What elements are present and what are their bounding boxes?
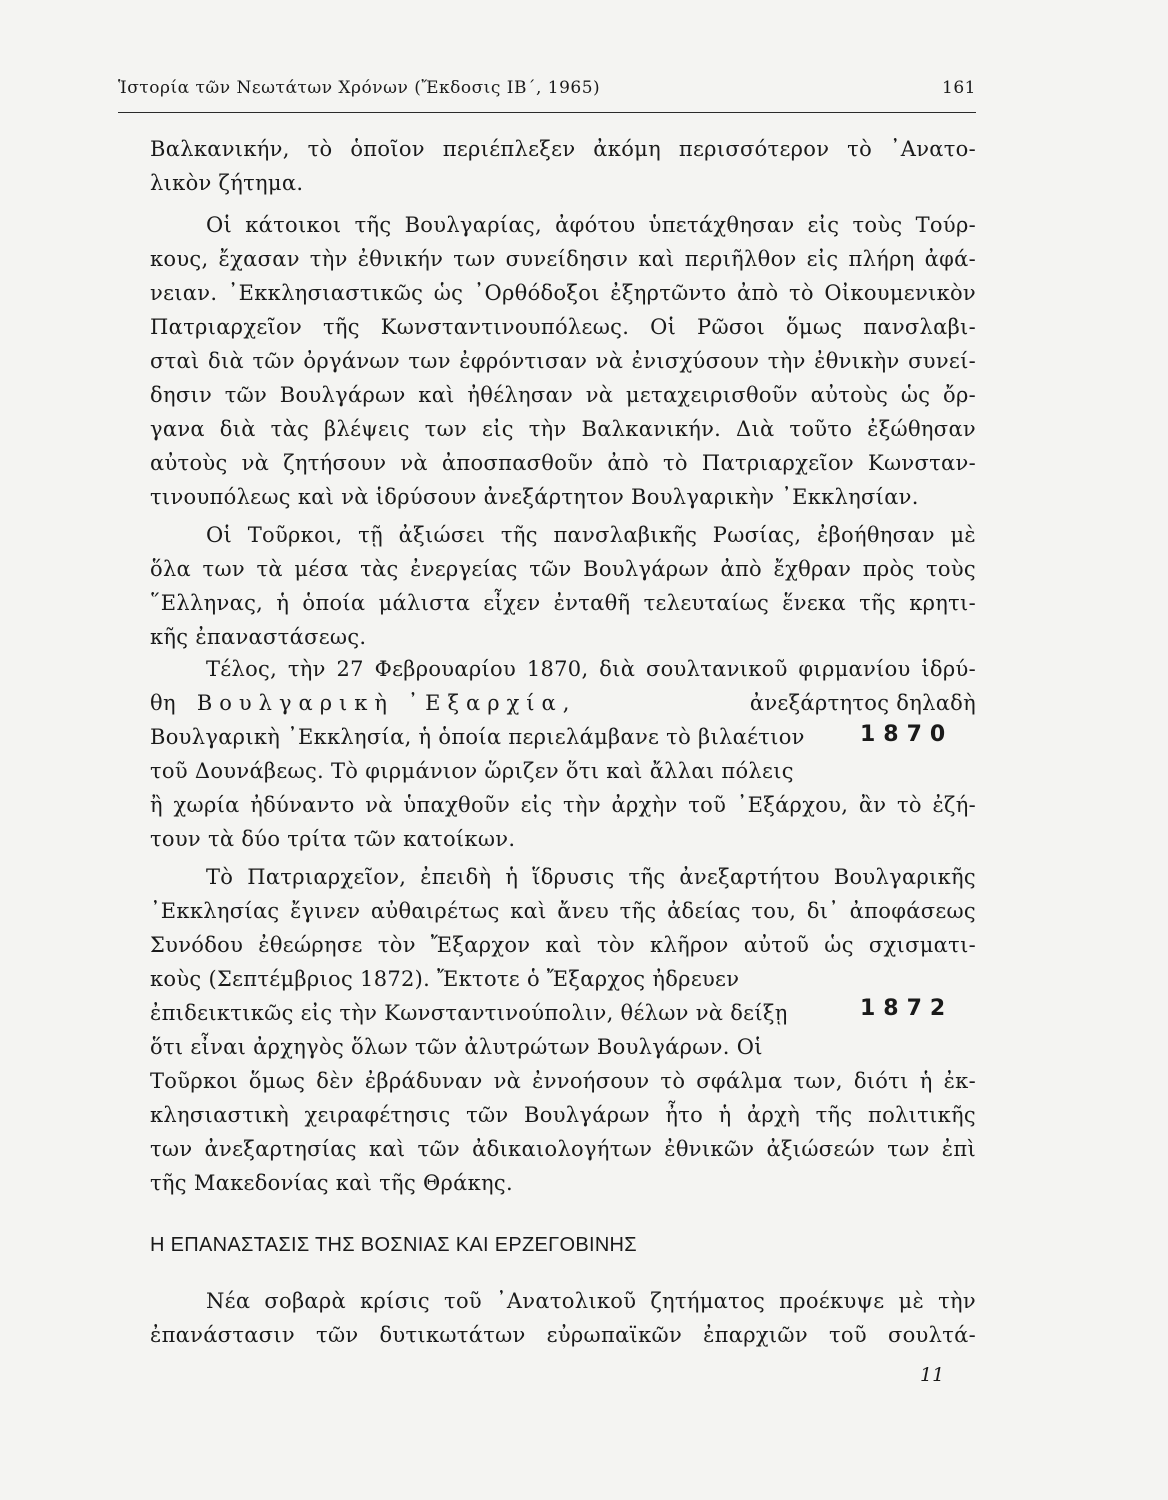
- text-line-exarchate: [150, 686, 976, 720]
- text-line: τουν τὰ δύο τρίτα τῶν κατοίκων.: [150, 827, 516, 851]
- text-line: νειαν. ᾿Εκκλησιαστικῶς ὡς ᾿Ορθόδοξοι ἐξηρτῶντο ἀπὸ τὸ Οἰκουμενικὸν: [150, 281, 976, 305]
- signature-mark: 11: [920, 1364, 945, 1386]
- text-line: αὐτοὺς νὰ ζητήσουν νὰ ἀποσπασθοῦν ἀπὸ τὸ Πατριαρχεῖον Κωνσταν-: [150, 451, 976, 475]
- text-line: κλησιαστικὴ χειραφέτησις τῶν Βουλγάρων ἦτο ἡ ἀρχὴ τῆς πολιτικῆς: [150, 1103, 976, 1127]
- text-line: Οἱ κάτοικοι τῆς Βουλγαρίας, ἀφότου ὑπετάχθησαν εἰς τοὺς Τούρ-: [206, 213, 976, 237]
- text-line: ἐπανάστασιν τῶν δυτικωτάτων εὐρωπαϊκῶν ἐπαρχιῶν τοῦ σουλτά-: [150, 1323, 976, 1347]
- text-line: κῆς ἐπαναστάσεως.: [150, 625, 367, 649]
- page-number: 161: [942, 78, 976, 98]
- text-line: Τὸ Πατριαρχεῖον, ἐπειδὴ ἡ ἵδρυσις τῆς ἀνεξαρτήτου Βουλγαρικῆς: [206, 865, 976, 889]
- text-line: Τοῦρκοι ὅμως δὲν ἐβράδυναν νὰ ἐννοήσουν τὸ σφάλμα των, διότι ἡ ἐκ-: [150, 1069, 976, 1093]
- text-line: ᾿Εκκλησίας ἔγινεν αὐθαιρέτως καὶ ἄνευ τῆς ἀδείας του, δι᾿ ἀποφάσεως: [150, 899, 976, 923]
- text-line: κοὺς (Σεπτέμβριος 1872). Ἔκτοτε ὁ Ἔξαρχος ἠδρευεν: [150, 967, 740, 991]
- text-line: Συνόδου ἐθεώρησε τὸν Ἔξαρχον καὶ τὸν κλῆρον αὐτοῦ ὡς σχισματι-: [150, 933, 976, 957]
- text-line: Βουλγαρικὴ ᾿Εκκλησία, ἡ ὁποία περιελάμβανε τὸ βιλαέτιον: [150, 725, 805, 749]
- text-line: Πατριαρχεῖον τῆς Κωνσταντινουπόλεως. Οἱ Ρῶσοι ὅμως πανσλαβι-: [150, 315, 976, 339]
- text-line: Οἱ Τοῦρκοι, τῇ ἀξιώσει τῆς πανσλαβικῆς Ρωσίας, ἐβοήθησαν μὲ: [206, 523, 976, 547]
- text-line: Τέλος, τὴν 27 Φεβρουαρίου 1870, διὰ σουλτανικοῦ φιρμανίου ἱδρύ-: [206, 657, 976, 681]
- text-line: των ἀνεξαρτησίας καὶ τῶν ἀδικαιολογήτων ἐθνικῶν ἀξιώσεών των ἐπὶ: [150, 1137, 976, 1161]
- text-fragment: θη: [150, 691, 176, 715]
- text-line: Βαλκανικήν, τὸ ὁποῖον περιέπλεξεν ἀκόμη περισσότερον τὸ ᾿Ανατο-: [150, 137, 976, 161]
- running-header: [118, 74, 976, 104]
- text-line: λικὸν ζήτημα.: [150, 171, 304, 195]
- text-line: ὅλα των τὰ μέσα τὰς ἐνεργείας τῶν Βουλγάρων ἀπὸ ἔχθραν πρὸς τοὺς: [150, 557, 976, 581]
- text-line: σταὶ διὰ τῶν ὀργάνων των ἐφρόντισαν νὰ ἐνισχύσουν τὴν ἐθνικὴν συνεί-: [150, 349, 976, 373]
- margin-year-note: 1872: [860, 996, 954, 1021]
- text-line: ἐπιδεικτικῶς εἰς τὴν Κωνσταντινούπολιν, θέλων νὰ δείξῃ: [150, 1001, 788, 1025]
- text-line: ἢ χωρία ἠδύναντο νὰ ὑπαχθοῦν εἰς τὴν ἀρχὴν τοῦ ᾿Εξάρχου, ἂν τὸ ἐζή-: [150, 793, 976, 817]
- running-title: Ἱστορία τῶν Νεωτάτων Χρόνων (Ἔκδοσις ΙΒ΄, 1965): [118, 78, 601, 98]
- text-line: τινουπόλεως καὶ νὰ ἱδρύσουν ἀνεξάρτητον Βουλγαρικὴν ᾿Εκκλησίαν.: [150, 485, 919, 509]
- emphasized-term: Βουλγαρικὴ ᾿Εξαρχία,: [196, 691, 577, 715]
- text-line: ῞Ελληνας, ἡ ὁποία μάλιστα εἶχεν ἐνταθῆ τελευταίως ἕνεκα τῆς κρητι-: [150, 591, 976, 615]
- text-line: ὅτι εἶναι ἀρχηγὸς ὅλων τῶν ἀλυτρώτων Βουλγάρων. Οἱ: [150, 1035, 763, 1059]
- header-rule: [118, 112, 976, 113]
- text-line: τοῦ Δουνάβεως. Τὸ φιρμάνιον ὥριζεν ὅτι καὶ ἄλλαι πόλεις: [150, 759, 794, 783]
- text-fragment: ἀνεξάρτητος δηλαδὴ: [749, 691, 976, 715]
- section-heading: Η ΕΠΑΝΑΣΤΑΣΙΣ ΤΗΣ ΒΟΣΝΙΑΣ ΚΑΙ ΕΡΖΕΓΟΒΙΝΗΣ: [150, 1234, 637, 1256]
- text-line: Νέα σοβαρὰ κρίσις τοῦ ᾿Ανατολικοῦ ζητήματος προέκυψε μὲ τὴν: [206, 1289, 976, 1313]
- text-line: γανα διὰ τὰς βλέψεις των εἰς τὴν Βαλκανικήν. Διὰ τοῦτο ἐξώθησαν: [150, 417, 976, 441]
- margin-year-note: 1870: [860, 722, 954, 747]
- text-line: κους, ἔχασαν τὴν ἐθνικήν των συνείδησιν καὶ περιῆλθον εἰς πλήρη ἀφά-: [150, 247, 976, 271]
- text-line: τῆς Μακεδονίας καὶ τῆς Θράκης.: [150, 1171, 513, 1195]
- text-line: δησιν τῶν Βουλγάρων καὶ ἠθέλησαν νὰ μεταχειρισθοῦν αὐτοὺς ὡς ὄρ-: [150, 383, 976, 407]
